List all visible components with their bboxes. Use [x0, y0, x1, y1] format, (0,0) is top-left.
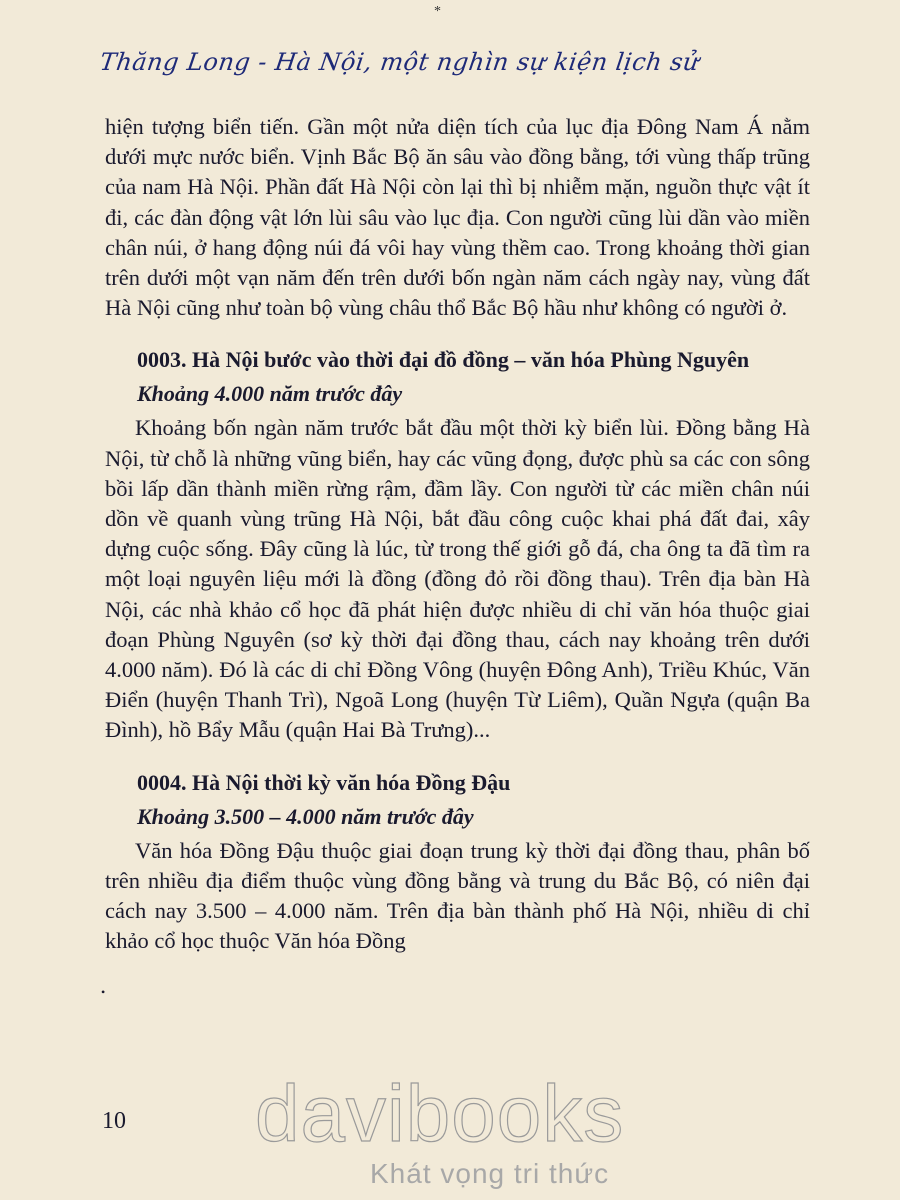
section-text-0004: Văn hóa Đồng Đậu thuộc giai đoạn trung kỳ thời đại đồng thau, phân bố trên nhiều địa điểm thuộc vùng đồng bằng và trung du Bắc Bộ, có niên đại cách nay 3.500 – 4.000 năm. Trên địa bàn thành phố Hà Nội, nhiều di chỉ khảo cổ học thuộc Văn hóa Đồng — [105, 837, 810, 954]
section-heading-0004: 0004. Hà Nội thời kỳ văn hóa Đồng Đậu — [137, 769, 511, 795]
page-content — [105, 112, 810, 956]
section-text-0003: Khoảng bốn ngàn năm trước bắt đầu một thời kỳ biển lùi. Đồng bằng Hà Nội, từ chỗ là những vũng biển, hay các vũng đọng, được phù sa các con sông bồi lấp dần thành miền rừng rậm, đầm lầy. Con người từ các miền chân núi dồn về quanh vùng trũng Hà Nội, bắt đầu công cuộc khai phá đất đai, xây dựng cuộc sống. Đây cũng là lúc, từ trong thế giới gỗ đá, cha ông ta đã tìm ra một loại nguyên liệu mới là đồng (đồng đỏ rồi đồng thau). Trên địa bàn Hà Nội, các nhà khảo cổ học đã phát hiện được nhiều di chỉ văn hóa thuộc giai đoạn Phùng Nguyên (sơ kỳ thời đại đồng thau, cách nay khoảng trên dưới 4.000 năm). Đó là các di chỉ Đồng Vông (huyện Đông Anh), Triều Khúc, Văn Điển (huyện Thanh Trì), Ngoã Long (huyện Từ Liêm), Quần Ngựa (quận Ba Đình), hồ Bẩy Mẫu (quận Hai Bà Trưng)... — [105, 415, 810, 743]
section-heading-0003: 0003. Hà Nội bước vào thời đại đồ đồng – văn hóa Phùng Nguyên — [137, 347, 750, 373]
top-mark: * — [434, 4, 441, 19]
intro-paragraph: hiện tượng biển tiến. Gần một nửa diện tích của lục địa Đông Nam Á nằm dưới mực nước biển. Vịnh Bắc Bộ ăn sâu vào đồng bằng, tới vùng thấp trũng của nam Hà Nội. Phần đất Hà Nội còn lại thì bị nhiễm mặn, nguồn thực vật ít đi, các đàn động vật lớn lùi sâu vào lục địa. Con người cũng lùi dần vào miền chân núi, ở hang động núi đá vôi hay vùng thềm cao. Trong khoảng thời gian trên dưới một vạn năm đến trên dưới bốn ngàn năm cách ngày nay, vùng đất Hà Nội cũng như toàn bộ vùng châu thổ Bắc Bộ hầu như không có người ở. — [105, 114, 810, 321]
running-header-title: Thăng Long - Hà Nội, một nghìn sự kiện lịch sử — [98, 48, 702, 76]
section-date-0003: Khoảng 4.000 năm trước đây — [137, 381, 403, 407]
margin-dot: • — [101, 985, 106, 999]
watermark-logo: davibooks — [255, 1069, 625, 1158]
watermark-slogan: Khát vọng tri thức — [370, 1158, 610, 1189]
page-number: 10 — [102, 1108, 126, 1134]
section-date-0004: Khoảng 3.500 – 4.000 năm trước đây — [137, 803, 474, 829]
